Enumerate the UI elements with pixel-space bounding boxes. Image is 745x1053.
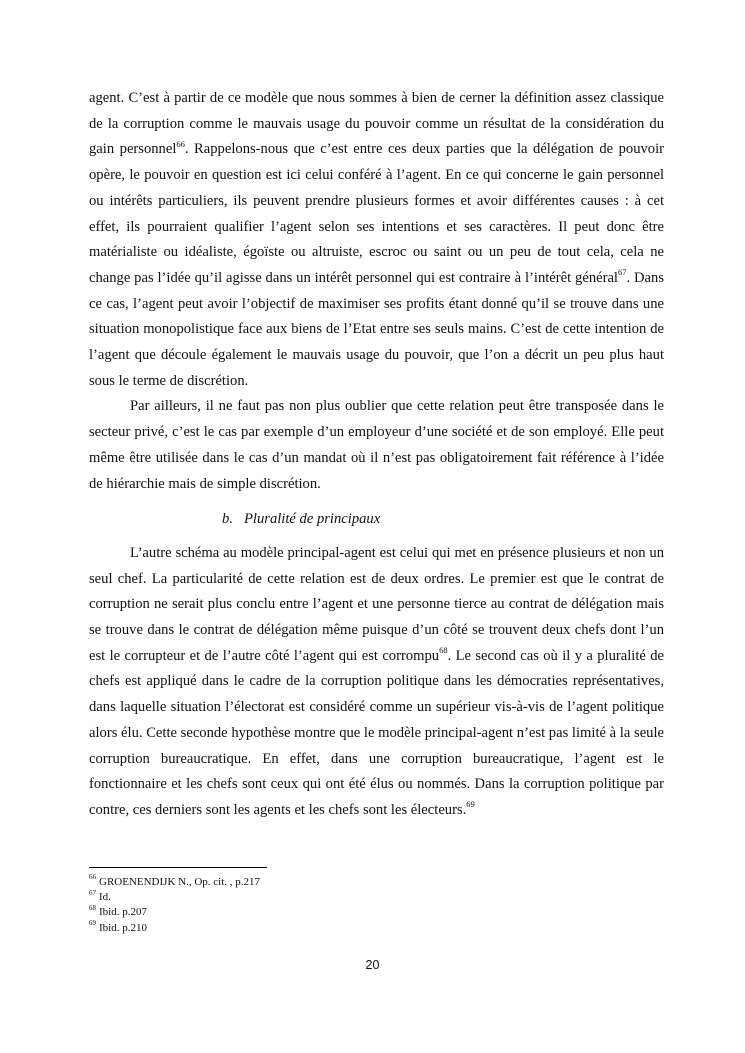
paragraph-3-text-a: L’autre schéma au modèle principal-agent est celui qui met en présence plusieurs et non un seul chef. La particularité de cette relation est de deux ordres. Le premier est que le contrat de corruption ne serait plus conclu entre l’agent et une personne tierce au contrat de délégation mais se trouve dans le contrat de délégation même puisque d’un côté se trouvent deux chefs dont l’un est le corrupteur et de l’autre côté l’agent qui est corrompu [89,544,664,664]
footnote-text: GROENENDIJK N., Op. cit. , p.217 [99,876,261,888]
footnote-ref-69[interactable]: 69 [466,799,475,810]
footnote-text: Ibid. p.210 [99,921,147,934]
footnote-67 [89,890,664,905]
paragraph-1-text-a: agent. C’est à partir de ce modèle que nous sommes à bien de cerner la définition assez classique de la corruption comme le mauvais usage du pouvoir comme un résultat de la considération du gain personnel [89,90,664,158]
footnote-69 [89,918,664,936]
footnote-text: Id. [99,891,111,904]
footnote-ref-67[interactable]: 67 [618,267,627,278]
footnote-text: Ibid. p.207 [99,906,147,919]
paragraph-1 [89,86,664,394]
footnote-number: 66 [89,873,96,882]
main-text [89,86,664,824]
paragraph-2: Par ailleurs, il ne faut pas non plus oublier que cette relation peut être transposée dans le secteur privé, c’est le cas par exemple d’un employeur d’une société et de son employé. Elle peut même être utilisée dans le cas d’un mandat où il n’est pas obligatoirement fait référence à l’idée de hiérarchie mais de simple discrétion. [89,398,664,492]
footnote-number: 68 [89,903,96,912]
footnote-separator [89,867,267,868]
section-heading-title: Pluralité de principaux [244,511,381,528]
footnote-68 [89,905,664,920]
footnote-ref-68[interactable]: 68 [439,644,448,655]
paragraph-3-text-b: . Le second cas où il y a pluralité de chefs est appliqué dans le cadre de la corruption politique dans les démocraties représentatives, dans laquelle situation l’électorat est considéré comme un supérieur vis-à-vis de l’agent politique alors élu. Cette seconde hypothèse montre que le modèle principal-agent n’est pas limité à la seule corruption bureaucratique. En effet, dans une corruption bureaucratique, l’agent est le fonctionnaire et les chefs sont ceux qui ont été élus ou nommés. Dans la corruption politique par contre, ces derniers sont les agents et les chefs sont les électeurs. [89,647,664,818]
footnote-ref-66[interactable]: 66 [176,138,185,149]
footnote-number: 67 [89,888,96,897]
section-heading-number: b. [222,511,233,528]
section-heading [89,507,664,533]
paragraph-3 [89,541,664,824]
footnotes [89,875,664,936]
paragraph-1-text-c: . Dans ce cas, l’agent peut avoir l’objectif de maximiser ses profits étant donné qu’il se trouve dans une situation monopolistique face aux biens de l’Etat entre ses seuls mains. C’est de cette intention de l’agent que découle également le mauvais usage du pouvoir, que l’on a décrit un peu plus haut sous le terme de discrétion. [89,269,665,389]
footnote-66 [89,875,664,890]
page-number: 20 [365,958,380,972]
paragraph-1-text-b: . Rappelons-nous que c’est entre ces deux parties que la délégation de pouvoir opère, le pouvoir en question est ici celui conféré à l’agent. En ce qui concerne le gain personnel ou intérêts particuliers, ils peuvent prendre plusieurs formes et avoir différentes causes : à cet effet, ils pourraient qualifier l’agent selon ses intentions et ses caractères. Il peut donc être matérialiste ou idéaliste, égoïste ou altruiste, escroc ou saint ou un peu de tout cela, cela ne change pas l’idée qu’il agisse dans un intérêt personnel qui est contraire à l’intérêt général [89,141,665,286]
footnote-number: 69 [89,918,96,927]
